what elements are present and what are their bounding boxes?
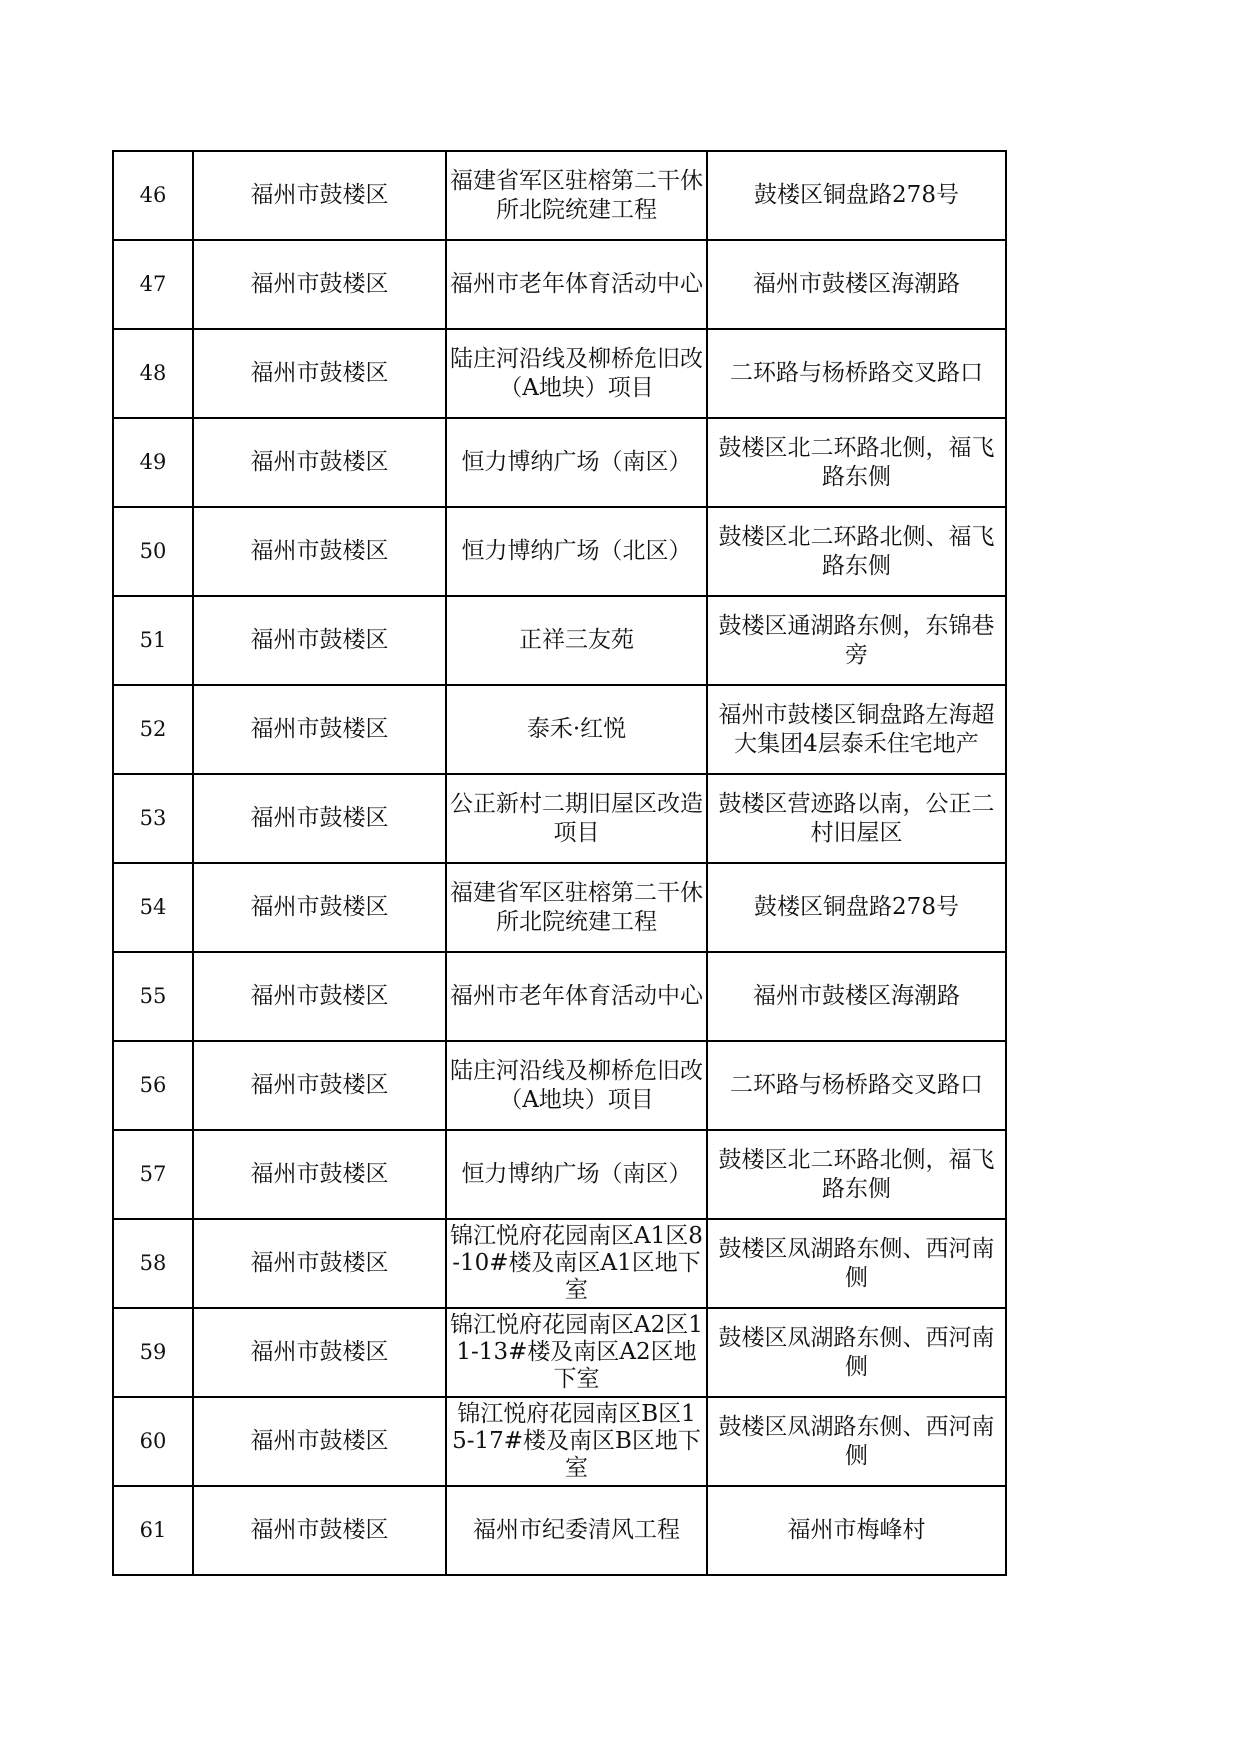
row-address: 福州市鼓楼区铜盘路左海超大集团4层泰禾住宅地产: [707, 685, 1006, 774]
table-row: [113, 952, 1006, 1041]
row-address: 鼓楼区营迹路以南，公正二村旧屋区: [707, 774, 1006, 863]
row-project: 泰禾·红悦: [446, 685, 707, 774]
row-number: 61: [113, 1486, 193, 1575]
row-number: 60: [113, 1397, 193, 1486]
row-project: 陆庄河沿线及柳桥危旧改（A地块）项目: [446, 1041, 707, 1130]
row-number: 52: [113, 685, 193, 774]
row-address: 鼓楼区凤湖路东侧、西河南侧: [707, 1397, 1006, 1486]
row-city: 福州市鼓楼区: [193, 1397, 446, 1486]
row-address: 鼓楼区北二环路北侧、福飞路东侧: [707, 507, 1006, 596]
table-row: [113, 1041, 1006, 1130]
row-number: 57: [113, 1130, 193, 1219]
row-project: 福州市老年体育活动中心: [446, 240, 707, 329]
row-address: 鼓楼区铜盘路278号: [707, 863, 1006, 952]
row-number: 48: [113, 329, 193, 418]
row-city: 福州市鼓楼区: [193, 418, 446, 507]
row-city: 福州市鼓楼区: [193, 1308, 446, 1397]
row-project: 恒力博纳广场（南区）: [446, 1130, 707, 1219]
table-row: [113, 1486, 1006, 1575]
row-project: 正祥三友苑: [446, 596, 707, 685]
row-project: 福建省军区驻榕第二干休所北院统建工程: [446, 151, 707, 240]
row-number: 49: [113, 418, 193, 507]
row-address: 鼓楼区凤湖路东侧、西河南侧: [707, 1308, 1006, 1397]
row-address: 鼓楼区铜盘路278号: [707, 151, 1006, 240]
row-project: 恒力博纳广场（南区）: [446, 418, 707, 507]
table-row: [113, 418, 1006, 507]
table-row: [113, 1397, 1006, 1486]
row-address: 二环路与杨桥路交叉路口: [707, 329, 1006, 418]
row-city: 福州市鼓楼区: [193, 1486, 446, 1575]
row-city: 福州市鼓楼区: [193, 596, 446, 685]
row-city: 福州市鼓楼区: [193, 952, 446, 1041]
table-row: [113, 774, 1006, 863]
row-project: 福州市老年体育活动中心: [446, 952, 707, 1041]
row-project: 锦江悦府花园南区B区15-17#楼及南区B区地下室: [446, 1397, 707, 1486]
row-number: 53: [113, 774, 193, 863]
row-number: 56: [113, 1041, 193, 1130]
table-row: [113, 1219, 1006, 1308]
row-address: 福州市梅峰村: [707, 1486, 1006, 1575]
row-project: 公正新村二期旧屋区改造项目: [446, 774, 707, 863]
row-number: 51: [113, 596, 193, 685]
row-address: 鼓楼区北二环路北侧，福飞路东侧: [707, 418, 1006, 507]
row-address: 福州市鼓楼区海潮路: [707, 952, 1006, 1041]
table-row: [113, 1308, 1006, 1397]
table-row: [113, 329, 1006, 418]
project-table-body: [113, 151, 1006, 1575]
row-city: 福州市鼓楼区: [193, 774, 446, 863]
row-city: 福州市鼓楼区: [193, 240, 446, 329]
row-project: 陆庄河沿线及柳桥危旧改（A地块）项目: [446, 329, 707, 418]
row-city: 福州市鼓楼区: [193, 507, 446, 596]
table-row: [113, 240, 1006, 329]
table-row: [113, 1130, 1006, 1219]
row-project: 福建省军区驻榕第二干休所北院统建工程: [446, 863, 707, 952]
table-row: [113, 507, 1006, 596]
table-row: [113, 863, 1006, 952]
row-address: 鼓楼区通湖路东侧，东锦巷旁: [707, 596, 1006, 685]
row-number: 46: [113, 151, 193, 240]
project-table: [112, 150, 1007, 1576]
row-number: 47: [113, 240, 193, 329]
row-city: 福州市鼓楼区: [193, 329, 446, 418]
row-city: 福州市鼓楼区: [193, 1130, 446, 1219]
row-number: 55: [113, 952, 193, 1041]
row-city: 福州市鼓楼区: [193, 1041, 446, 1130]
row-address: 鼓楼区凤湖路东侧、西河南侧: [707, 1219, 1006, 1308]
row-number: 59: [113, 1308, 193, 1397]
row-project: 锦江悦府花园南区A2区11-13#楼及南区A2区地下室: [446, 1308, 707, 1397]
row-address: 鼓楼区北二环路北侧，福飞路东侧: [707, 1130, 1006, 1219]
row-project: 锦江悦府花园南区A1区8-10#楼及南区A1区地下室: [446, 1219, 707, 1308]
row-number: 54: [113, 863, 193, 952]
row-project: 福州市纪委清风工程: [446, 1486, 707, 1575]
table-row: [113, 685, 1006, 774]
row-city: 福州市鼓楼区: [193, 151, 446, 240]
table-row: [113, 151, 1006, 240]
row-city: 福州市鼓楼区: [193, 863, 446, 952]
row-number: 50: [113, 507, 193, 596]
row-city: 福州市鼓楼区: [193, 1219, 446, 1308]
row-city: 福州市鼓楼区: [193, 685, 446, 774]
row-project: 恒力博纳广场（北区）: [446, 507, 707, 596]
row-address: 二环路与杨桥路交叉路口: [707, 1041, 1006, 1130]
row-number: 58: [113, 1219, 193, 1308]
row-address: 福州市鼓楼区海潮路: [707, 240, 1006, 329]
table-row: [113, 596, 1006, 685]
